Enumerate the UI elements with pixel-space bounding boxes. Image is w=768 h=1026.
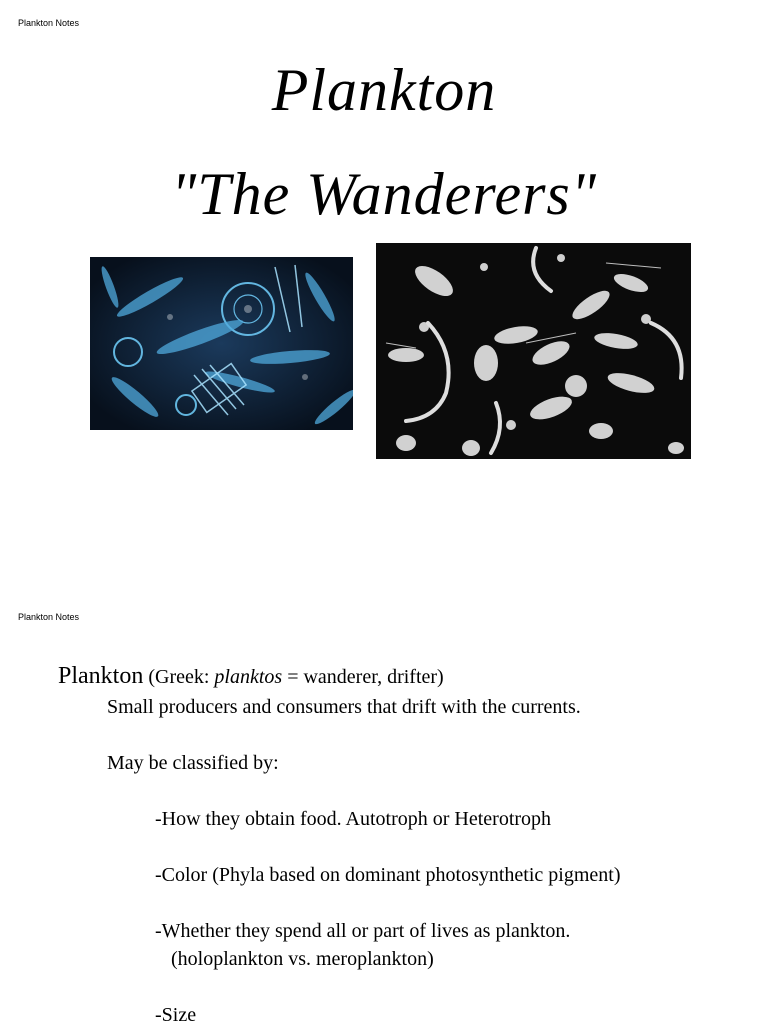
page-header-note: Plankton Notes	[18, 18, 80, 28]
page-title: Plankton	[271, 57, 497, 123]
classification-item: -Color (Phyla based on dominant photosynthetic pigment)	[155, 864, 621, 886]
heading-term: Plankton	[58, 663, 144, 689]
page-subtitle: "The Wanderers"	[171, 161, 597, 227]
plankton-definition-heading	[58, 664, 444, 688]
classification-item: -How they obtain food. Autotroph or Heterotroph	[155, 808, 552, 830]
heading-greek-word: planktos	[214, 666, 283, 688]
classification-item-continuation: (holoplankton vs. meroplankton)	[171, 948, 434, 970]
diatoms-photo	[90, 257, 353, 430]
classification-item: -Whether they spend all or part of lives as plankton.	[155, 920, 571, 942]
classification-intro: May be classified by:	[107, 752, 279, 774]
heading-prefix: (Greek:	[143, 666, 215, 688]
definition-text: Small producers and consumers that drift with the currents.	[107, 696, 581, 718]
zooplankton-photo	[376, 243, 691, 459]
heading-suffix: = wanderer, drifter)	[282, 666, 444, 688]
page-header-note-2: Plankton Notes	[18, 612, 80, 622]
classification-item: -Size	[155, 1004, 197, 1026]
